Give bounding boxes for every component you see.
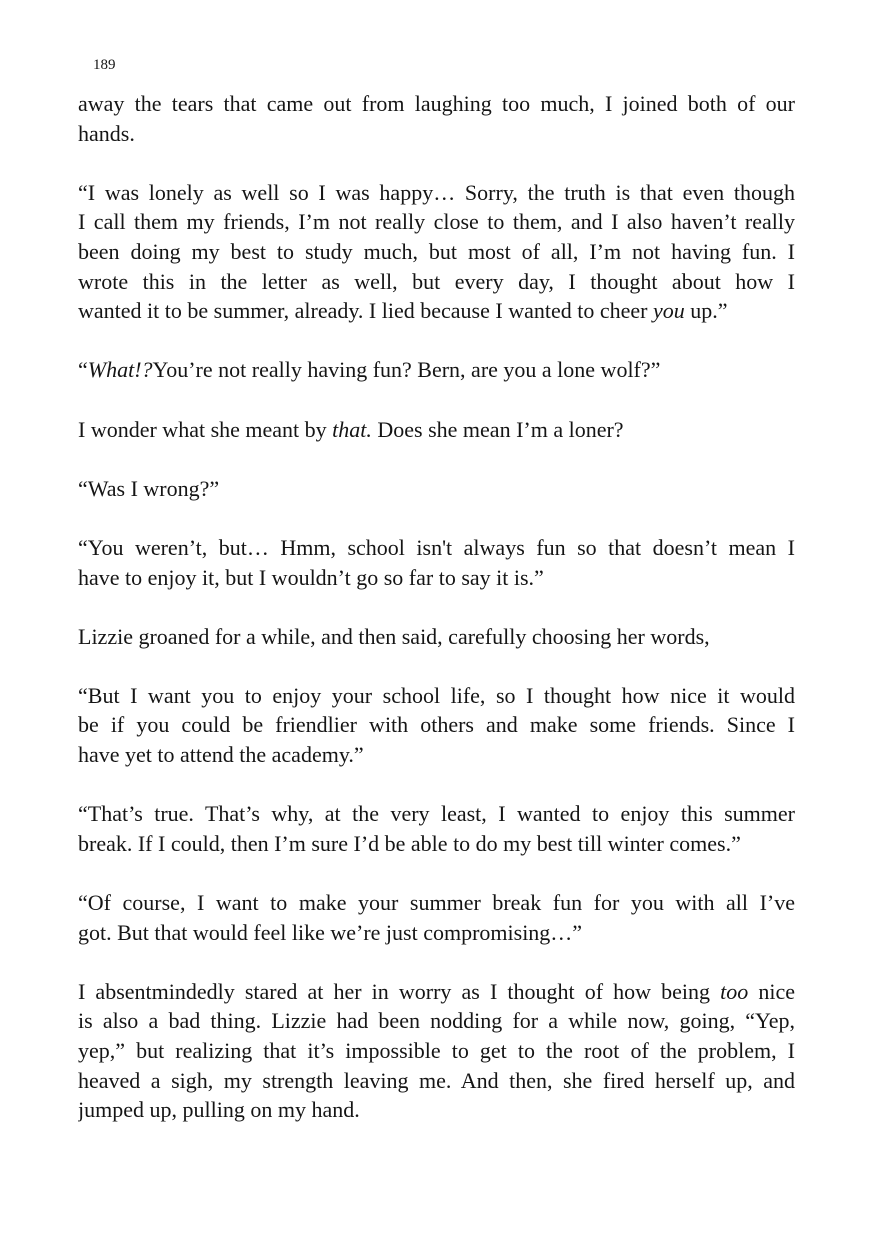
text-segment: Does she mean I’m a loner? xyxy=(371,416,624,442)
text-line xyxy=(78,296,795,326)
text-line xyxy=(78,977,795,1007)
text-line: I call them my friends, I’m not really close to them, and I also haven’t really xyxy=(78,209,795,235)
italic-text: What!? xyxy=(87,357,153,383)
text-segment: You’re not really having fun? Bern, are you a lone wolf?” xyxy=(152,357,661,383)
italic-text: too xyxy=(720,978,749,1004)
text-segment: I absentmindedly stared at her in worry as I thought of how being xyxy=(78,978,721,1004)
text-line: “I was lonely as well so I was happy… Sorry, the truth is that even though xyxy=(78,179,795,205)
paragraph xyxy=(78,474,795,504)
text-line: is also a bad thing. Lizzie had been nodding for a while now, going, “Yep, xyxy=(78,1008,795,1034)
text-line: got. But that would feel like we’re just compromising…” xyxy=(78,919,583,945)
text-line: “But I want you to enjoy your school life, so I thought how nice it would xyxy=(78,682,795,708)
paragraph xyxy=(78,888,795,947)
text-line: Lizzie groaned for a while, and then said, carefully choosing her words, xyxy=(78,623,710,649)
text-line: have to enjoy it, but I wouldn’t go so far to say it is.” xyxy=(78,564,544,590)
text-line: away the tears that came out from laughing too much, I joined both of our xyxy=(78,91,795,116)
text-line xyxy=(78,415,795,445)
text-line: wrote this in the letter as well, but every day, I thought about how I xyxy=(78,268,795,294)
text-line: “Of course, I want to make your summer break fun for you with all I’ve xyxy=(78,890,795,916)
paragraph xyxy=(78,977,795,1125)
text-line: “That’s true. That’s why, at the very least, I wanted to enjoy this summer xyxy=(78,801,795,827)
text-line: jumped up, pulling on my hand. xyxy=(78,1097,360,1123)
italic-text: you xyxy=(652,298,685,324)
paragraph xyxy=(78,415,795,445)
text-line: hands. xyxy=(78,120,135,146)
text-line: have yet to attend the academy.” xyxy=(78,742,364,768)
text-line: break. If I could, then I’m sure I’d be able to do my best till winter comes.” xyxy=(78,830,741,856)
text-segment: I wonder what she meant by xyxy=(78,416,333,442)
text-segment: up.” xyxy=(684,298,728,324)
paragraph xyxy=(78,533,795,592)
text-segment: wanted it to be summer, already. I lied because I wanted to cheer xyxy=(78,298,653,324)
text-line: been doing my best to study much, but most of all, I’m not having fun. I xyxy=(78,238,795,264)
paragraph xyxy=(78,799,795,858)
paragraph xyxy=(78,178,795,326)
page-number: 189 xyxy=(93,57,116,73)
paragraph xyxy=(78,89,795,148)
text-line: yep,” but realizing that it’s impossible to get to the root of the problem, I xyxy=(78,1038,795,1063)
text-line: be if you could be friendlier with others and make some friends. Since I xyxy=(78,712,795,738)
paragraph xyxy=(78,681,795,770)
text-segment: nice xyxy=(748,978,795,1004)
text-segment: “ xyxy=(78,357,88,383)
paragraph xyxy=(78,355,795,385)
text-line: heaved a sigh, my strength leaving me. And then, she fired herself up, and xyxy=(78,1067,795,1093)
text-line: “You weren’t, but… Hmm, school isn't always fun so that doesn’t mean I xyxy=(78,534,795,560)
text-line: “Was I wrong?” xyxy=(78,475,220,501)
text-body xyxy=(78,89,795,1154)
italic-text: that. xyxy=(332,416,372,442)
paragraph xyxy=(78,622,795,652)
text-line xyxy=(78,355,795,385)
